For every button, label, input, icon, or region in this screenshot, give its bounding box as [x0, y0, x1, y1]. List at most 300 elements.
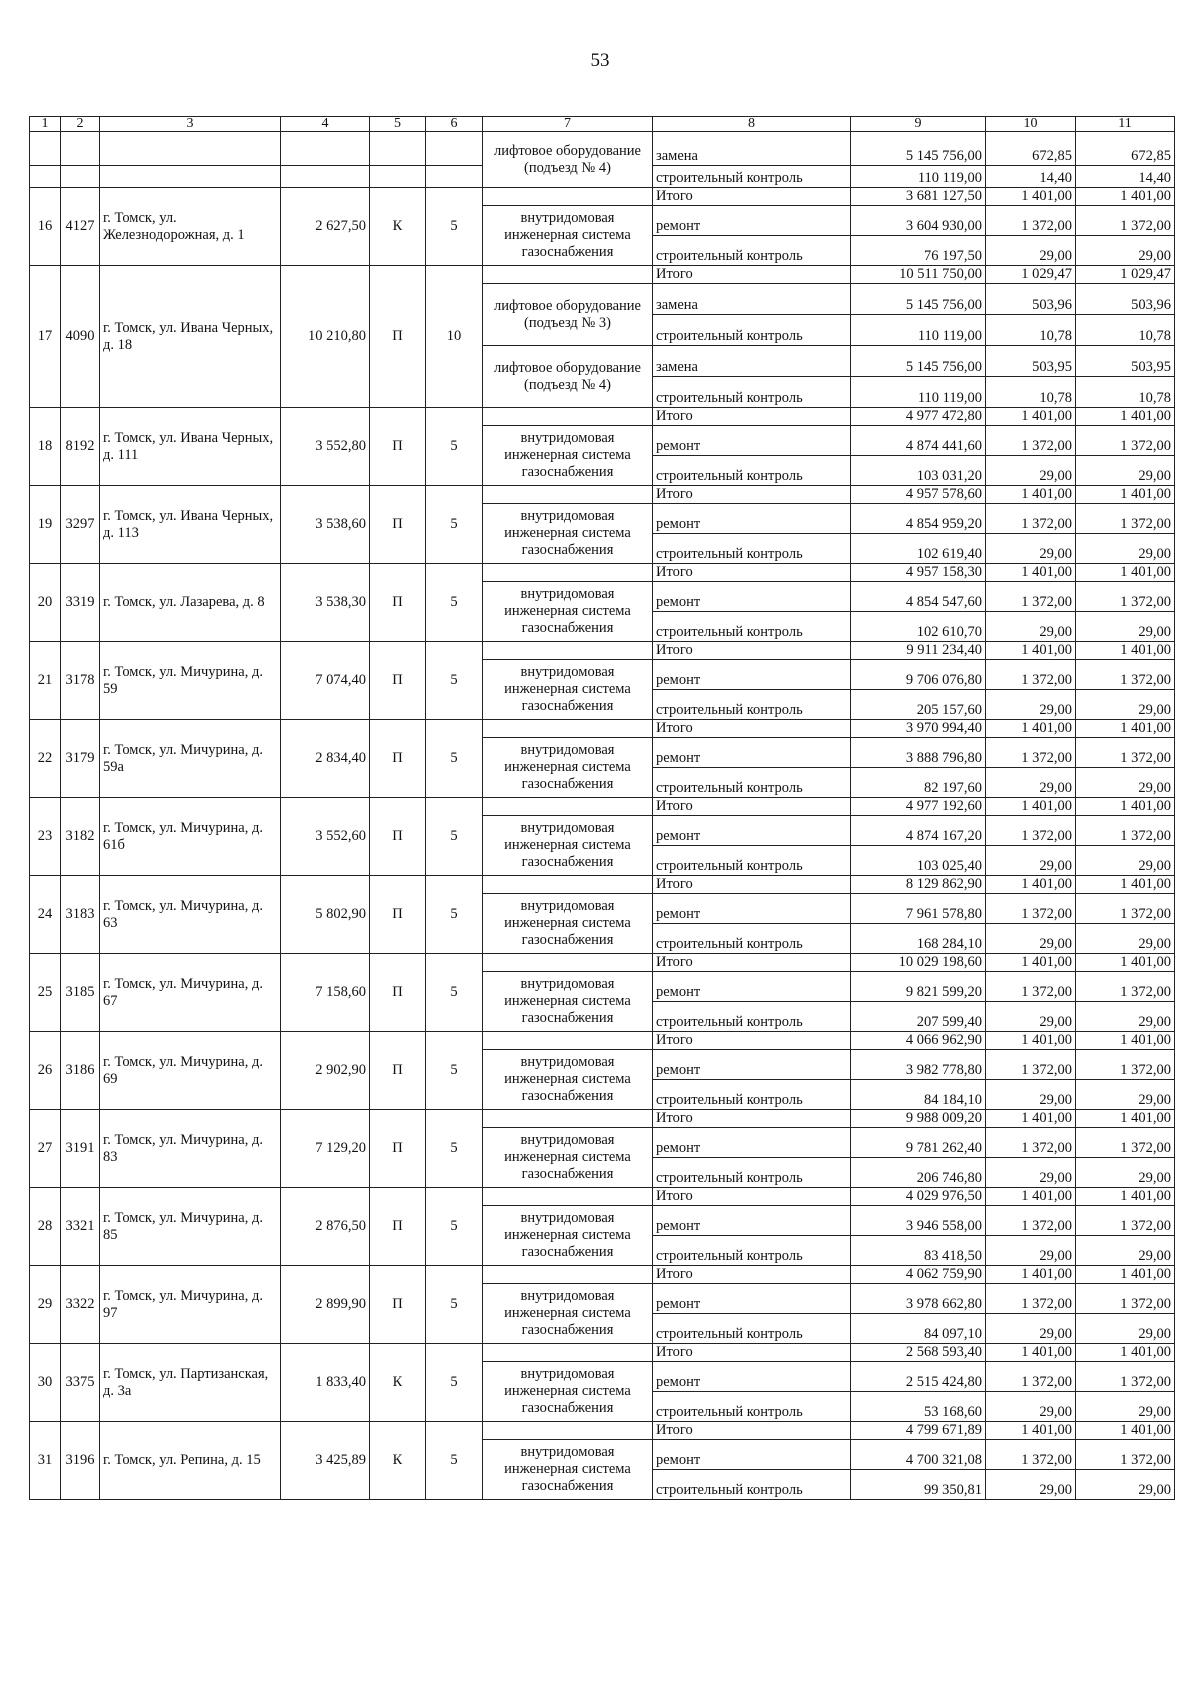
floor-count: 5	[426, 564, 483, 642]
structural-element: лифтовое оборудование (подъезд № 3)	[483, 284, 653, 346]
cost-amount: 110 119,00	[851, 377, 986, 408]
row-number: 29	[30, 1266, 61, 1344]
structural-element: внутридомовая инженерная система газоснабжения	[483, 972, 653, 1032]
total-label: Итого	[653, 720, 851, 738]
total-max-unit-cost: 1 401,00	[1076, 408, 1175, 426]
total-label: Итого	[653, 1422, 851, 1440]
work-type: строительный контроль	[653, 612, 851, 642]
total-row	[30, 642, 1175, 660]
total-area: 2 876,50	[281, 1188, 370, 1266]
total-max-unit-cost: 1 401,00	[1076, 1422, 1175, 1440]
total-max-unit-cost: 1 401,00	[1076, 720, 1175, 738]
cost-amount: 4 874 167,20	[851, 816, 986, 846]
work-type: строительный контроль	[653, 456, 851, 486]
empty-cell	[30, 132, 61, 166]
total-unit-cost: 1 401,00	[986, 1422, 1076, 1440]
work-type: строительный контроль	[653, 690, 851, 720]
row-number: 17	[30, 266, 61, 408]
max-unit-cost: 29,00	[1076, 690, 1175, 720]
total-row	[30, 798, 1175, 816]
max-unit-cost: 29,00	[1076, 236, 1175, 266]
wall-material: П	[370, 266, 426, 408]
total-unit-cost: 1 401,00	[986, 1344, 1076, 1362]
total-unit-cost: 1 401,00	[986, 876, 1076, 894]
column-number: 9	[851, 117, 986, 132]
building-id: 4090	[61, 266, 100, 408]
row-number: 27	[30, 1110, 61, 1188]
column-number: 7	[483, 117, 653, 132]
work-type: строительный контроль	[653, 768, 851, 798]
building-address: г. Томск, ул. Ивана Черных, д. 111	[100, 408, 281, 486]
work-type: замена	[653, 346, 851, 377]
total-area: 7 129,20	[281, 1110, 370, 1188]
max-unit-cost: 1 372,00	[1076, 206, 1175, 236]
unit-cost: 14,40	[986, 166, 1076, 188]
structural-element: внутридомовая инженерная система газоснабжения	[483, 894, 653, 954]
row-number: 18	[30, 408, 61, 486]
cost-amount: 7 961 578,80	[851, 894, 986, 924]
unit-cost: 1 372,00	[986, 1440, 1076, 1470]
unit-cost: 1 372,00	[986, 1128, 1076, 1158]
row-number: 31	[30, 1422, 61, 1500]
structural-element: внутридомовая инженерная система газоснабжения	[483, 816, 653, 876]
work-type: ремонт	[653, 1362, 851, 1392]
work-type: ремонт	[653, 1128, 851, 1158]
work-type: ремонт	[653, 1050, 851, 1080]
total-label: Итого	[653, 564, 851, 582]
cost-amount: 3 978 662,80	[851, 1284, 986, 1314]
empty-cell	[370, 166, 426, 188]
building-address: г. Томск, ул. Мичурина, д. 63	[100, 876, 281, 954]
total-label: Итого	[653, 798, 851, 816]
column-number: 3	[100, 117, 281, 132]
total-amount: 9 988 009,20	[851, 1110, 986, 1128]
max-unit-cost: 1 372,00	[1076, 1440, 1175, 1470]
max-unit-cost: 1 372,00	[1076, 972, 1175, 1002]
building-address: г. Томск, ул. Мичурина, д. 59а	[100, 720, 281, 798]
floor-count: 5	[426, 1188, 483, 1266]
structural-element: внутридомовая инженерная система газоснабжения	[483, 1362, 653, 1422]
empty-cell	[483, 564, 653, 582]
structural-element: внутридомовая инженерная система газоснабжения	[483, 1206, 653, 1266]
total-amount: 10 029 198,60	[851, 954, 986, 972]
max-unit-cost: 1 372,00	[1076, 1206, 1175, 1236]
structural-element: лифтовое оборудование (подъезд № 4)	[483, 346, 653, 408]
total-label: Итого	[653, 188, 851, 206]
building-address: г. Томск, ул. Репина, д. 15	[100, 1422, 281, 1500]
unit-cost: 29,00	[986, 924, 1076, 954]
total-area: 3 538,60	[281, 486, 370, 564]
floor-count: 5	[426, 1266, 483, 1344]
building-address: г. Томск, ул. Мичурина, д. 67	[100, 954, 281, 1032]
total-area: 3 425,89	[281, 1422, 370, 1500]
floor-count: 5	[426, 1032, 483, 1110]
floor-count: 5	[426, 798, 483, 876]
total-label: Итого	[653, 642, 851, 660]
building-address: г. Томск, ул. Ивана Черных, д. 113	[100, 486, 281, 564]
cost-amount: 206 746,80	[851, 1158, 986, 1188]
max-unit-cost: 1 372,00	[1076, 582, 1175, 612]
empty-cell	[370, 132, 426, 166]
cost-amount: 5 145 756,00	[851, 284, 986, 315]
building-address: г. Томск, ул. Лазарева, д. 8	[100, 564, 281, 642]
max-unit-cost: 10,78	[1076, 315, 1175, 346]
unit-cost: 29,00	[986, 768, 1076, 798]
page-number: 53	[590, 50, 610, 71]
structural-element: внутридомовая инженерная система газоснабжения	[483, 206, 653, 266]
total-unit-cost: 1 401,00	[986, 408, 1076, 426]
unit-cost: 29,00	[986, 612, 1076, 642]
building-address: г. Томск, ул. Мичурина, д. 61б	[100, 798, 281, 876]
total-amount: 2 568 593,40	[851, 1344, 986, 1362]
total-row	[30, 266, 1175, 284]
floor-count: 5	[426, 408, 483, 486]
structural-element: внутридомовая инженерная система газоснабжения	[483, 504, 653, 564]
row-number: 28	[30, 1188, 61, 1266]
total-unit-cost: 1 401,00	[986, 486, 1076, 504]
floor-count: 5	[426, 486, 483, 564]
work-type: ремонт	[653, 894, 851, 924]
row-number: 22	[30, 720, 61, 798]
column-number: 4	[281, 117, 370, 132]
unit-cost: 1 372,00	[986, 504, 1076, 534]
empty-cell	[61, 166, 100, 188]
work-type: ремонт	[653, 426, 851, 456]
total-row	[30, 408, 1175, 426]
wall-material: П	[370, 486, 426, 564]
total-area: 2 834,40	[281, 720, 370, 798]
cost-amount: 102 610,70	[851, 612, 986, 642]
row-number: 19	[30, 486, 61, 564]
building-address: г. Томск, ул. Ивана Черных, д. 18	[100, 266, 281, 408]
total-amount: 4 957 158,30	[851, 564, 986, 582]
total-area: 3 538,30	[281, 564, 370, 642]
empty-cell	[483, 408, 653, 426]
total-amount: 4 029 976,50	[851, 1188, 986, 1206]
total-area: 3 552,80	[281, 408, 370, 486]
cost-amount: 103 031,20	[851, 456, 986, 486]
cost-amount: 9 706 076,80	[851, 660, 986, 690]
total-area: 2 627,50	[281, 188, 370, 266]
empty-cell	[483, 1344, 653, 1362]
work-type: строительный контроль	[653, 1236, 851, 1266]
unit-cost: 10,78	[986, 377, 1076, 408]
unit-cost: 1 372,00	[986, 738, 1076, 768]
total-row	[30, 1110, 1175, 1128]
building-id: 3322	[61, 1266, 100, 1344]
building-id: 3185	[61, 954, 100, 1032]
max-unit-cost: 29,00	[1076, 1236, 1175, 1266]
max-unit-cost: 1 372,00	[1076, 1362, 1175, 1392]
unit-cost: 29,00	[986, 236, 1076, 266]
total-row	[30, 564, 1175, 582]
unit-cost: 672,85	[986, 132, 1076, 166]
wall-material: П	[370, 408, 426, 486]
work-type: строительный контроль	[653, 1392, 851, 1422]
empty-cell	[281, 132, 370, 166]
building-id: 3183	[61, 876, 100, 954]
unit-cost: 29,00	[986, 1392, 1076, 1422]
floor-count: 10	[426, 266, 483, 408]
empty-cell	[61, 132, 100, 166]
cost-amount: 207 599,40	[851, 1002, 986, 1032]
work-type: строительный контроль	[653, 1002, 851, 1032]
work-type: строительный контроль	[653, 166, 851, 188]
column-number: 2	[61, 117, 100, 132]
max-unit-cost: 29,00	[1076, 846, 1175, 876]
total-amount: 4 977 192,60	[851, 798, 986, 816]
work-type: строительный контроль	[653, 1314, 851, 1344]
work-type: ремонт	[653, 972, 851, 1002]
unit-cost: 29,00	[986, 846, 1076, 876]
unit-cost: 503,96	[986, 284, 1076, 315]
max-unit-cost: 29,00	[1076, 1314, 1175, 1344]
unit-cost: 29,00	[986, 1236, 1076, 1266]
total-label: Итого	[653, 266, 851, 284]
max-unit-cost: 503,95	[1076, 346, 1175, 377]
total-label: Итого	[653, 408, 851, 426]
cost-amount: 3 946 558,00	[851, 1206, 986, 1236]
empty-cell	[30, 166, 61, 188]
max-unit-cost: 1 372,00	[1076, 738, 1175, 768]
building-id: 4127	[61, 188, 100, 266]
building-address: г. Томск, ул. Партизанская, д. 3а	[100, 1344, 281, 1422]
wall-material: К	[370, 1422, 426, 1500]
wall-material: П	[370, 642, 426, 720]
building-id: 3186	[61, 1032, 100, 1110]
cost-amount: 2 515 424,80	[851, 1362, 986, 1392]
total-label: Итого	[653, 1110, 851, 1128]
max-unit-cost: 29,00	[1076, 1470, 1175, 1500]
total-area: 1 833,40	[281, 1344, 370, 1422]
cost-amount: 3 982 778,80	[851, 1050, 986, 1080]
total-unit-cost: 1 401,00	[986, 1188, 1076, 1206]
max-unit-cost: 14,40	[1076, 166, 1175, 188]
max-unit-cost: 503,96	[1076, 284, 1175, 315]
total-max-unit-cost: 1 401,00	[1076, 564, 1175, 582]
max-unit-cost: 29,00	[1076, 456, 1175, 486]
wall-material: П	[370, 954, 426, 1032]
unit-cost: 29,00	[986, 690, 1076, 720]
building-id: 3375	[61, 1344, 100, 1422]
total-max-unit-cost: 1 401,00	[1076, 798, 1175, 816]
cost-amount: 110 119,00	[851, 315, 986, 346]
building-id: 8192	[61, 408, 100, 486]
work-type: строительный контроль	[653, 924, 851, 954]
total-amount: 4 957 578,60	[851, 486, 986, 504]
wall-material: К	[370, 188, 426, 266]
total-amount: 3 970 994,40	[851, 720, 986, 738]
total-amount: 4 977 472,80	[851, 408, 986, 426]
column-number: 5	[370, 117, 426, 132]
unit-cost: 29,00	[986, 1002, 1076, 1032]
unit-cost: 29,00	[986, 1470, 1076, 1500]
total-unit-cost: 1 401,00	[986, 954, 1076, 972]
unit-cost: 10,78	[986, 315, 1076, 346]
cost-amount: 3 604 930,00	[851, 206, 986, 236]
structural-element: внутридомовая инженерная система газоснабжения	[483, 1440, 653, 1500]
building-id: 3191	[61, 1110, 100, 1188]
total-label: Итого	[653, 876, 851, 894]
total-area: 2 902,90	[281, 1032, 370, 1110]
total-row	[30, 876, 1175, 894]
cost-amount: 168 284,10	[851, 924, 986, 954]
cost-amount: 76 197,50	[851, 236, 986, 266]
max-unit-cost: 10,78	[1076, 377, 1175, 408]
floor-count: 5	[426, 642, 483, 720]
cost-amount: 110 119,00	[851, 166, 986, 188]
total-max-unit-cost: 1 401,00	[1076, 876, 1175, 894]
cost-amount: 103 025,40	[851, 846, 986, 876]
max-unit-cost: 29,00	[1076, 1002, 1175, 1032]
max-unit-cost: 29,00	[1076, 534, 1175, 564]
total-label: Итого	[653, 1032, 851, 1050]
unit-cost: 29,00	[986, 534, 1076, 564]
total-label: Итого	[653, 954, 851, 972]
total-amount: 9 911 234,40	[851, 642, 986, 660]
wall-material: П	[370, 1110, 426, 1188]
empty-cell	[426, 132, 483, 166]
max-unit-cost: 29,00	[1076, 1080, 1175, 1110]
total-unit-cost: 1 401,00	[986, 1032, 1076, 1050]
building-address: г. Томск, ул. Мичурина, д. 83	[100, 1110, 281, 1188]
total-label: Итого	[653, 1266, 851, 1284]
total-label: Итого	[653, 1344, 851, 1362]
total-row	[30, 188, 1175, 206]
unit-cost: 1 372,00	[986, 206, 1076, 236]
cost-amount: 102 619,40	[851, 534, 986, 564]
empty-cell	[483, 1422, 653, 1440]
cost-amount: 4 854 547,60	[851, 582, 986, 612]
column-number: 8	[653, 117, 851, 132]
total-area: 7 074,40	[281, 642, 370, 720]
empty-cell	[483, 486, 653, 504]
cost-amount: 4 700 321,08	[851, 1440, 986, 1470]
max-unit-cost: 29,00	[1076, 768, 1175, 798]
total-unit-cost: 1 401,00	[986, 1266, 1076, 1284]
unit-cost: 1 372,00	[986, 1050, 1076, 1080]
row-number: 23	[30, 798, 61, 876]
column-number: 6	[426, 117, 483, 132]
max-unit-cost: 1 372,00	[1076, 1050, 1175, 1080]
total-row	[30, 1188, 1175, 1206]
empty-cell	[281, 166, 370, 188]
cost-amount: 83 418,50	[851, 1236, 986, 1266]
work-type: ремонт	[653, 1284, 851, 1314]
empty-cell	[483, 266, 653, 284]
wall-material: П	[370, 798, 426, 876]
column-number-row	[30, 117, 1175, 132]
empty-cell	[483, 720, 653, 738]
empty-cell	[483, 1266, 653, 1284]
unit-cost: 1 372,00	[986, 582, 1076, 612]
total-row	[30, 954, 1175, 972]
total-unit-cost: 1 401,00	[986, 564, 1076, 582]
cost-amount: 5 145 756,00	[851, 132, 986, 166]
total-amount: 3 681 127,50	[851, 188, 986, 206]
building-id: 3179	[61, 720, 100, 798]
structural-element: внутридомовая инженерная система газоснабжения	[483, 738, 653, 798]
total-unit-cost: 1 401,00	[986, 1110, 1076, 1128]
max-unit-cost: 1 372,00	[1076, 1128, 1175, 1158]
row-number: 20	[30, 564, 61, 642]
total-label: Итого	[653, 486, 851, 504]
total-amount: 4 066 962,90	[851, 1032, 986, 1050]
table-body	[30, 117, 1175, 1500]
total-row	[30, 1344, 1175, 1362]
row-number: 25	[30, 954, 61, 1032]
max-unit-cost: 672,85	[1076, 132, 1175, 166]
total-unit-cost: 1 401,00	[986, 188, 1076, 206]
cost-amount: 5 145 756,00	[851, 346, 986, 377]
wall-material: П	[370, 1188, 426, 1266]
work-type: строительный контроль	[653, 534, 851, 564]
max-unit-cost: 1 372,00	[1076, 894, 1175, 924]
unit-cost: 1 372,00	[986, 894, 1076, 924]
empty-cell	[483, 1188, 653, 1206]
total-max-unit-cost: 1 401,00	[1076, 1032, 1175, 1050]
max-unit-cost: 1 372,00	[1076, 660, 1175, 690]
total-max-unit-cost: 1 029,47	[1076, 266, 1175, 284]
building-address: г. Томск, ул. Железнодорожная, д. 1	[100, 188, 281, 266]
work-type: ремонт	[653, 816, 851, 846]
empty-cell	[483, 1032, 653, 1050]
empty-cell	[100, 132, 281, 166]
total-max-unit-cost: 1 401,00	[1076, 642, 1175, 660]
wall-material: П	[370, 564, 426, 642]
max-unit-cost: 29,00	[1076, 612, 1175, 642]
cost-amount: 99 350,81	[851, 1470, 986, 1500]
total-area: 5 802,90	[281, 876, 370, 954]
row-number: 21	[30, 642, 61, 720]
work-type: строительный контроль	[653, 1080, 851, 1110]
floor-count: 5	[426, 876, 483, 954]
cost-amount: 82 197,60	[851, 768, 986, 798]
total-label: Итого	[653, 1188, 851, 1206]
work-type: ремонт	[653, 660, 851, 690]
row-number: 16	[30, 188, 61, 266]
work-type: ремонт	[653, 1206, 851, 1236]
empty-cell	[483, 876, 653, 894]
cost-amount: 4 874 441,60	[851, 426, 986, 456]
unit-cost: 1 372,00	[986, 660, 1076, 690]
unit-cost: 1 372,00	[986, 426, 1076, 456]
row-number: 30	[30, 1344, 61, 1422]
unit-cost: 503,95	[986, 346, 1076, 377]
cost-amount: 3 888 796,80	[851, 738, 986, 768]
work-type: ремонт	[653, 1440, 851, 1470]
cost-amount: 9 781 262,40	[851, 1128, 986, 1158]
row-number: 24	[30, 876, 61, 954]
max-unit-cost: 1 372,00	[1076, 426, 1175, 456]
total-row	[30, 1422, 1175, 1440]
column-number: 11	[1076, 117, 1175, 132]
work-type: строительный контроль	[653, 1158, 851, 1188]
cost-amount: 84 184,10	[851, 1080, 986, 1110]
carry-over-row	[30, 132, 1175, 166]
unit-cost: 29,00	[986, 1158, 1076, 1188]
floor-count: 5	[426, 954, 483, 1032]
max-unit-cost: 1 372,00	[1076, 1284, 1175, 1314]
cost-amount: 4 854 959,20	[851, 504, 986, 534]
building-id: 3297	[61, 486, 100, 564]
work-type: строительный контроль	[653, 846, 851, 876]
total-unit-cost: 1 401,00	[986, 642, 1076, 660]
building-address: г. Томск, ул. Мичурина, д. 85	[100, 1188, 281, 1266]
wall-material: П	[370, 720, 426, 798]
work-type: ремонт	[653, 504, 851, 534]
cost-amount: 53 168,60	[851, 1392, 986, 1422]
